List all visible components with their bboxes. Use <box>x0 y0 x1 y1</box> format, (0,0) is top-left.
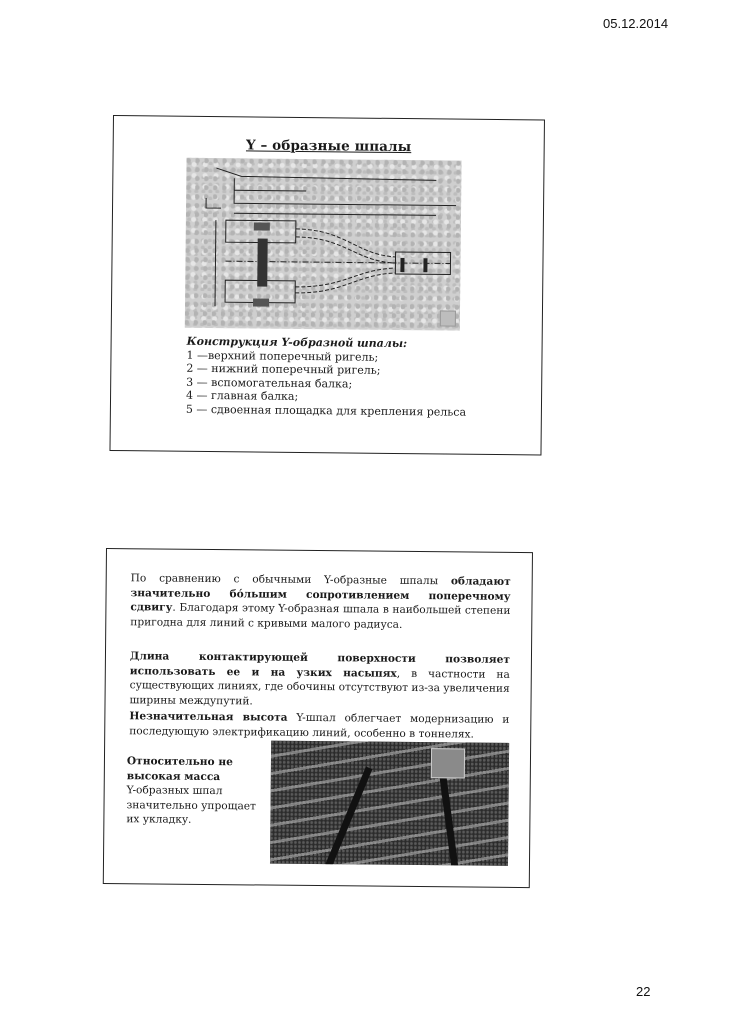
paragraph-low-height <box>129 709 509 742</box>
sign-board <box>431 748 465 778</box>
paragraph-shear-resistance <box>130 571 511 633</box>
text: По сравнению с обычными Y-образные шпалы <box>130 572 451 588</box>
paragraph-low-mass <box>126 754 267 828</box>
text: Y-шпал облегчает модернизацию и последующую электрификацию линий, особенно в тоннелях. <box>129 711 510 741</box>
page-number: 22 <box>636 984 651 999</box>
diagram-legend <box>186 335 467 419</box>
diagram-drawing <box>185 158 462 331</box>
text: , в частности на существующих линиях, где обочины отсутствуют из-за увеличения ширины междупутий. <box>129 667 510 707</box>
bold-text: обладают значительно бóльшим сопротивлением поперечному сдвигу <box>130 575 511 614</box>
bold-text: Длина контактирующей поверхности позволяет использовать ее и на узких насыпях <box>129 650 511 680</box>
slide-y-sleepers-advantages <box>103 548 533 888</box>
rail-right <box>439 771 460 866</box>
legend-item: 5 — сдвоенная площадка для крепления рельса <box>185 402 467 419</box>
zoom-in-icon[interactable] <box>440 310 456 326</box>
rail-left <box>324 767 373 866</box>
track-photo <box>270 741 509 866</box>
text: Y-образных шпал значительно упрощает их укладку. <box>126 784 256 826</box>
legend-title: Конструкция Y-образной шпалы: <box>186 334 408 351</box>
legend-item: 3 — вспомогательная балка; <box>186 375 353 391</box>
bold-text: Относительно не высокая масса <box>126 755 233 783</box>
paragraph-contact-surface <box>129 649 510 711</box>
legend-item: 4 — главная балка; <box>186 388 299 403</box>
slide-y-sleepers-diagram <box>109 115 544 456</box>
text: . Благодаря этому Y-образная шпала в наибольшей степени пригодна для линий с кривыми малого радиуса. <box>130 601 511 631</box>
bold-text: Незначительная высота <box>129 710 288 724</box>
y-sleeper-diagram <box>185 158 462 331</box>
legend-item: 1 —верхний поперечный ригель; <box>186 348 379 364</box>
slide-title: Y – образные шпалы <box>245 137 412 156</box>
legend-item: 2 — нижний поперечный ригель; <box>186 361 381 377</box>
header-date: 05.12.2014 <box>603 16 669 31</box>
